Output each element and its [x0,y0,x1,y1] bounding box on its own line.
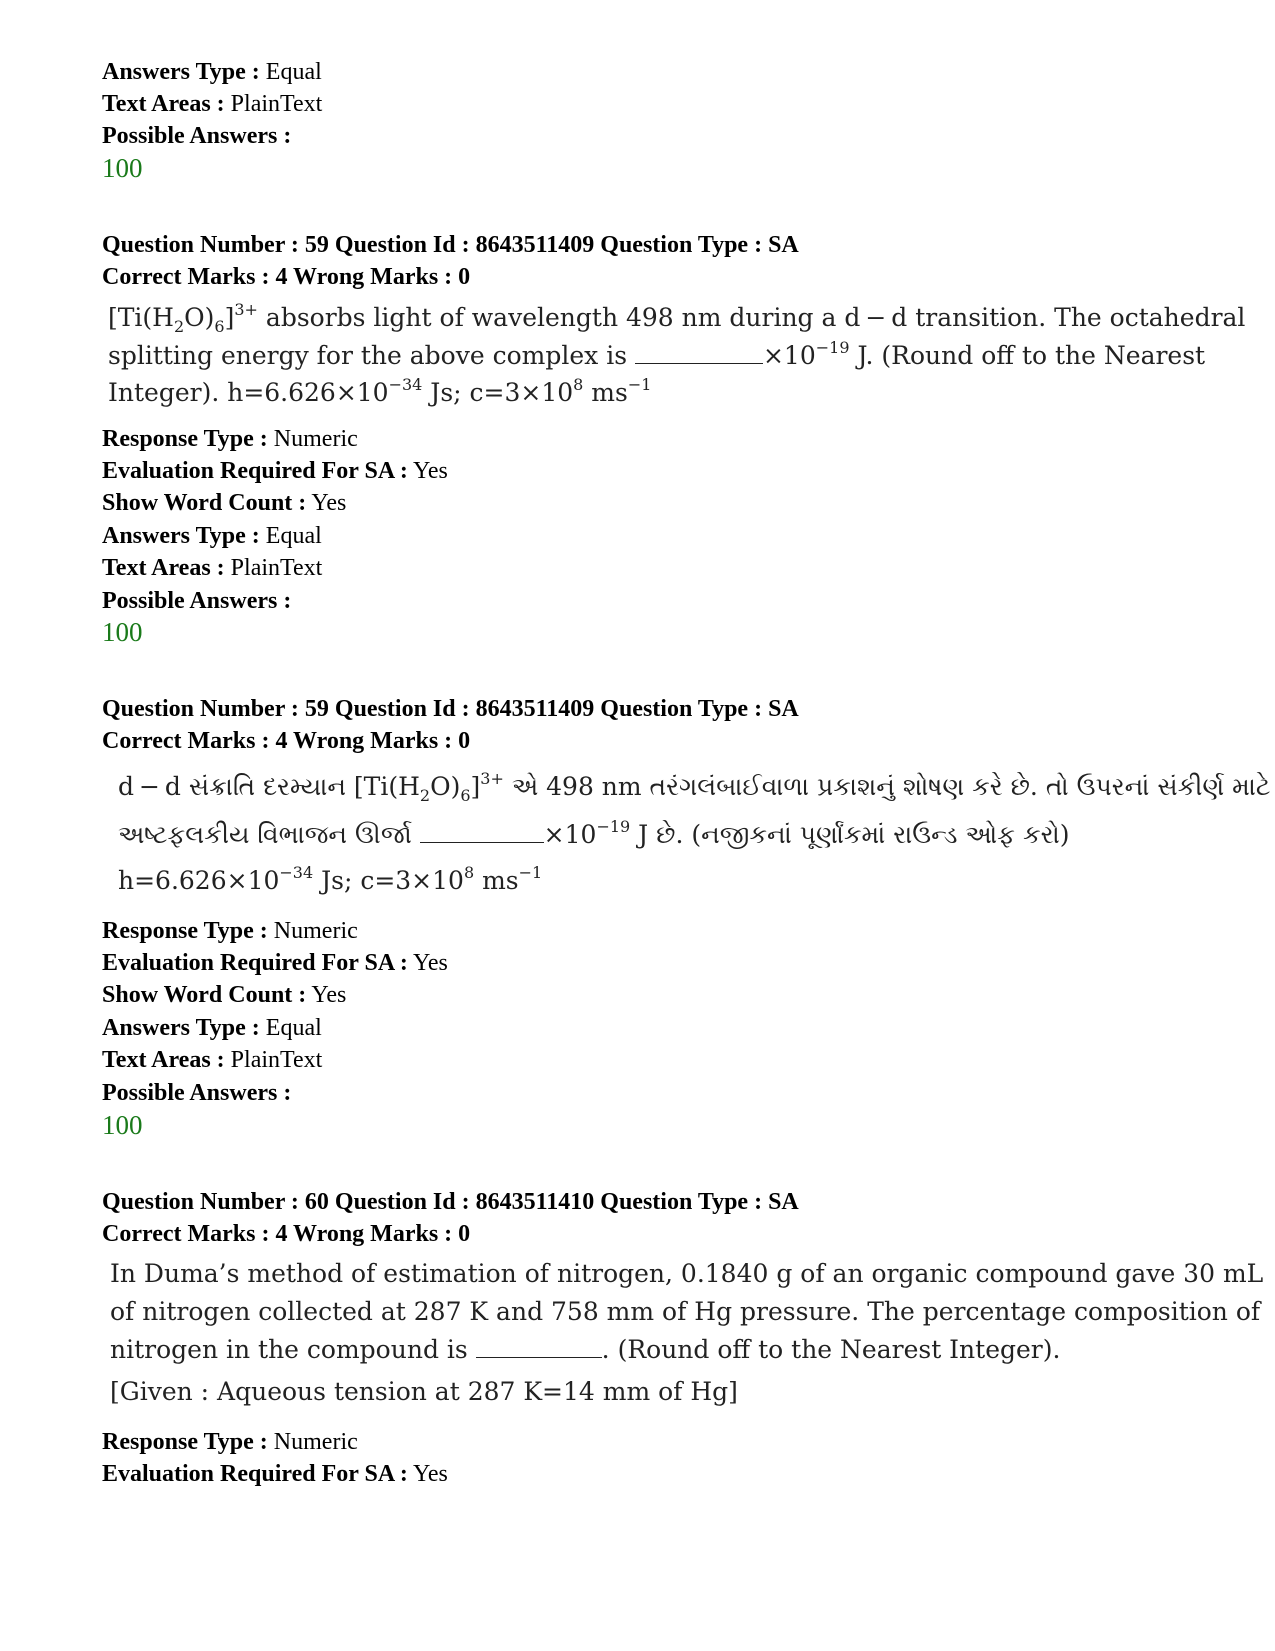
text-areas-line: Text Areas : PlainText [102,555,323,581]
question-text-line: [Given : Aqueous tension at 287 K=14 mm of Hg] [110,1377,738,1406]
answers-type-line [102,57,322,87]
question-header: Question Number : 59 Question Id : 8643511409 Question Type : SA [102,232,799,258]
question-text-line: of nitrogen collected at 287 K and 758 mm of Hg pressure. The percentage composition of [110,1297,1261,1326]
possible-answers-line: Possible Answers : [102,1080,292,1106]
question-header: Question Number : 59 Question Id : 8643511409 Question Type : SA [102,696,799,722]
text-areas-value: PlainText [230,91,323,117]
answer-blank [635,363,763,364]
show-word-count-line: Show Word Count : Yes [102,982,347,1008]
question-text-line: $h=6.626\times 10^{-34}$ Js; $c=3\times 10^8$ $ms^{-1}$ [118,863,543,895]
question-text-line: અષ્ટફલકીય વિભાજન ઊર્જા $\times 10^{-19}$ J છે. (નજીકનાં પૂર્ણાંકમાં રાઉન્ડ ઓફ કરો) [118,817,1070,849]
possible-answer-value: 100 [102,153,143,183]
answers-type-line: Answers Type : Equal [102,523,322,549]
question-text-line: nitrogen in the compound is . (Round off to the Nearest Integer). [110,1335,1061,1364]
text-areas-label: Text Areas : [102,91,225,117]
answer-blank [476,1357,602,1358]
question-text-line: Integer). $h=6.626\times 10^{-34}$ Js; $c=3\times 10^8$ $ms^{-1}$ [108,375,652,407]
answers-type-value: Equal [265,59,322,85]
question-marks: Correct Marks : 4 Wrong Marks : 0 [102,1221,471,1247]
evaluation-required-line: Evaluation Required For SA : Yes [102,458,448,484]
response-type-line: Response Type : Numeric [102,918,358,944]
response-type-line: Response Type : Numeric [102,1429,358,1455]
answers-type-line: Answers Type : Equal [102,1015,322,1041]
response-type-line: Response Type : Numeric [102,426,358,452]
question-header: Question Number : 60 Question Id : 8643511410 Question Type : SA [102,1189,799,1215]
possible-answer-value: 100 [102,1110,143,1140]
possible-answers-line: Possible Answers : [102,588,292,614]
question-text-line: $[Ti(H_2O)_6]^{3+}$ absorbs light of wavelength 498 nm during a d − d transition. The octahedral [108,300,1246,336]
answers-type-label: Answers Type : [102,59,260,85]
show-word-count-line: Show Word Count : Yes [102,490,347,516]
question-text-line: In Duma’s method of estimation of nitrogen, 0.1840 g of an organic compound gave 30 mL [110,1259,1264,1288]
text-areas-line: Text Areas : PlainText [102,1047,323,1073]
answer-blank [420,842,544,843]
possible-answers-line [102,121,291,151]
question-marks: Correct Marks : 4 Wrong Marks : 0 [102,728,471,754]
question-text-line: splitting energy for the above complex is $\times 10^{-19}$ J. (Round off to the Nearest [108,338,1206,370]
question-text-line: d − d સંક્રાતિ દરમ્યાન $[Ti(H_2O)_6]^{3+}$ એ 498 nm તરંગલંબાઈવાળા પ્રકાશનું શોષણ કરે છે. તો ઉપરનાં સંકીર્ણ માટે [118,769,1271,805]
question-marks: Correct Marks : 4 Wrong Marks : 0 [102,264,471,290]
possible-answers-label: Possible Answers : [102,123,292,149]
possible-answer-value: 100 [102,617,143,647]
evaluation-required-line: Evaluation Required For SA : Yes [102,950,448,976]
text-areas-line [102,89,322,119]
evaluation-required-line: Evaluation Required For SA : Yes [102,1461,448,1487]
